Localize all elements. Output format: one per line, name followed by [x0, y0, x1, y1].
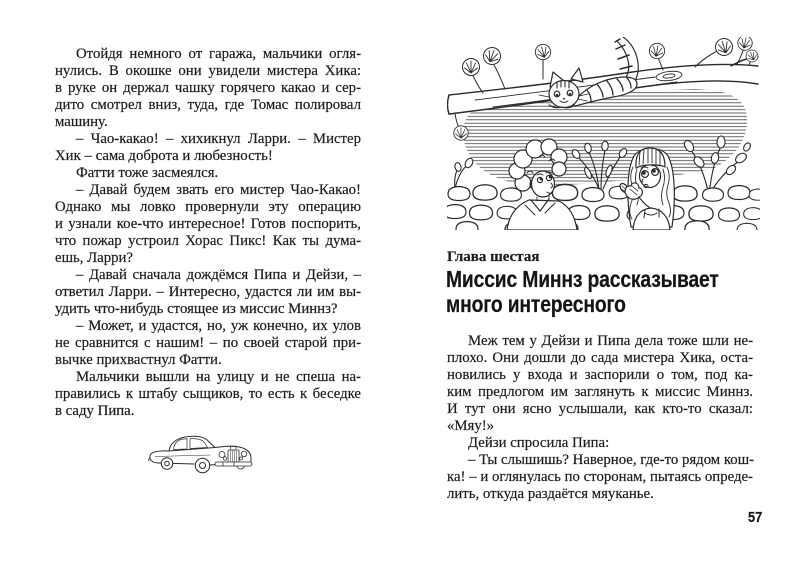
text-line: в саду Пипа.: [55, 403, 135, 419]
right-page-text: [447, 333, 753, 503]
text-line: что пожар устроил Хорас Пикс! Как ты дума-: [55, 233, 361, 249]
chapter-title-line-2: много интересного: [446, 290, 626, 317]
text-line: дито смотрел вниз, туда, где Томас полировал: [55, 97, 361, 113]
chapter-label: Глава шестая: [447, 249, 540, 265]
text-line: ка! – и оглянулась по сторонам, пытаясь опреде-: [447, 469, 753, 485]
left-sprig: [454, 157, 474, 189]
page-number: 57: [748, 509, 763, 526]
text-line: Фатти тоже засмеялся.: [76, 165, 219, 181]
text-line: Дейзи спросила Пипа:: [468, 435, 610, 451]
scene-illustration: [447, 37, 760, 230]
text-line: новились у входа и заспорили о том, под ка-: [447, 367, 753, 383]
text-line: Однако мы ловко провернули эту операцию: [55, 199, 361, 215]
text-line: «Мяу!»: [447, 418, 495, 434]
text-line: вычке прихвастнул Фатти.: [55, 352, 222, 368]
text-line: правились к штабу сыщиков, то есть к беседке: [55, 386, 361, 402]
text-line: в руке он держал чашку горячего какао и сер-: [55, 80, 361, 96]
text-line: удить что-нибудь стоящее из миссис Миннз?: [55, 301, 338, 317]
text-line: нулись. В окошке они увидели мистера Хика:: [55, 63, 361, 79]
left-page-text: [55, 46, 361, 420]
text-line: Хик – сама доброта и любезность!: [55, 148, 273, 164]
text-line: И тут они ясно услышали, как кто-то сказал:: [447, 401, 753, 417]
car-illustration: [146, 430, 259, 478]
text-line: – Может, и удастся, но, уж конечно, их улов: [76, 318, 361, 334]
text-line: ешь, Ларри?: [55, 250, 133, 266]
text-line: – Чао-какао! – хихикнул Ларри. – Мистер: [76, 131, 361, 147]
chapter-title-line-1: Миссис Миннз рассказывает: [446, 266, 719, 292]
stone-wall: [447, 184, 760, 230]
text-line: – Давай сначала дождёмся Пипа и Дейзи, –: [76, 267, 361, 283]
chapter-title: [446, 267, 765, 316]
text-line: машину.: [55, 114, 108, 130]
text-line: и узнали кое-что интересное! Готов поспорить,: [55, 216, 361, 232]
text-line: – Ты слышишь? Наверное, где-то рядом кош-: [468, 452, 755, 468]
text-line: ким предлогом им заглянуть к миссис Миннз.: [447, 384, 753, 400]
text-line: – Давай будем звать его мистер Чао-Какао!: [76, 182, 361, 198]
text-line: Отойдя немного от гаража, мальчики огля-: [76, 46, 361, 62]
text-line: ответил Ларри. – Интересно, удастся ли им вы-: [55, 284, 361, 300]
text-line: Мальчики вышли на улицу и не спеша на-: [76, 369, 361, 385]
text-line: лить, откуда раздаётся мяуканье.: [447, 486, 654, 502]
text-line: Меж тем у Дейзи и Пипа дела тоже шли не-: [468, 333, 753, 349]
text-line: не сравнится с нашим! – по своей старой при-: [55, 335, 361, 351]
text-line: плохо. Они дошли до сада мистера Хика, оста-: [447, 350, 753, 366]
